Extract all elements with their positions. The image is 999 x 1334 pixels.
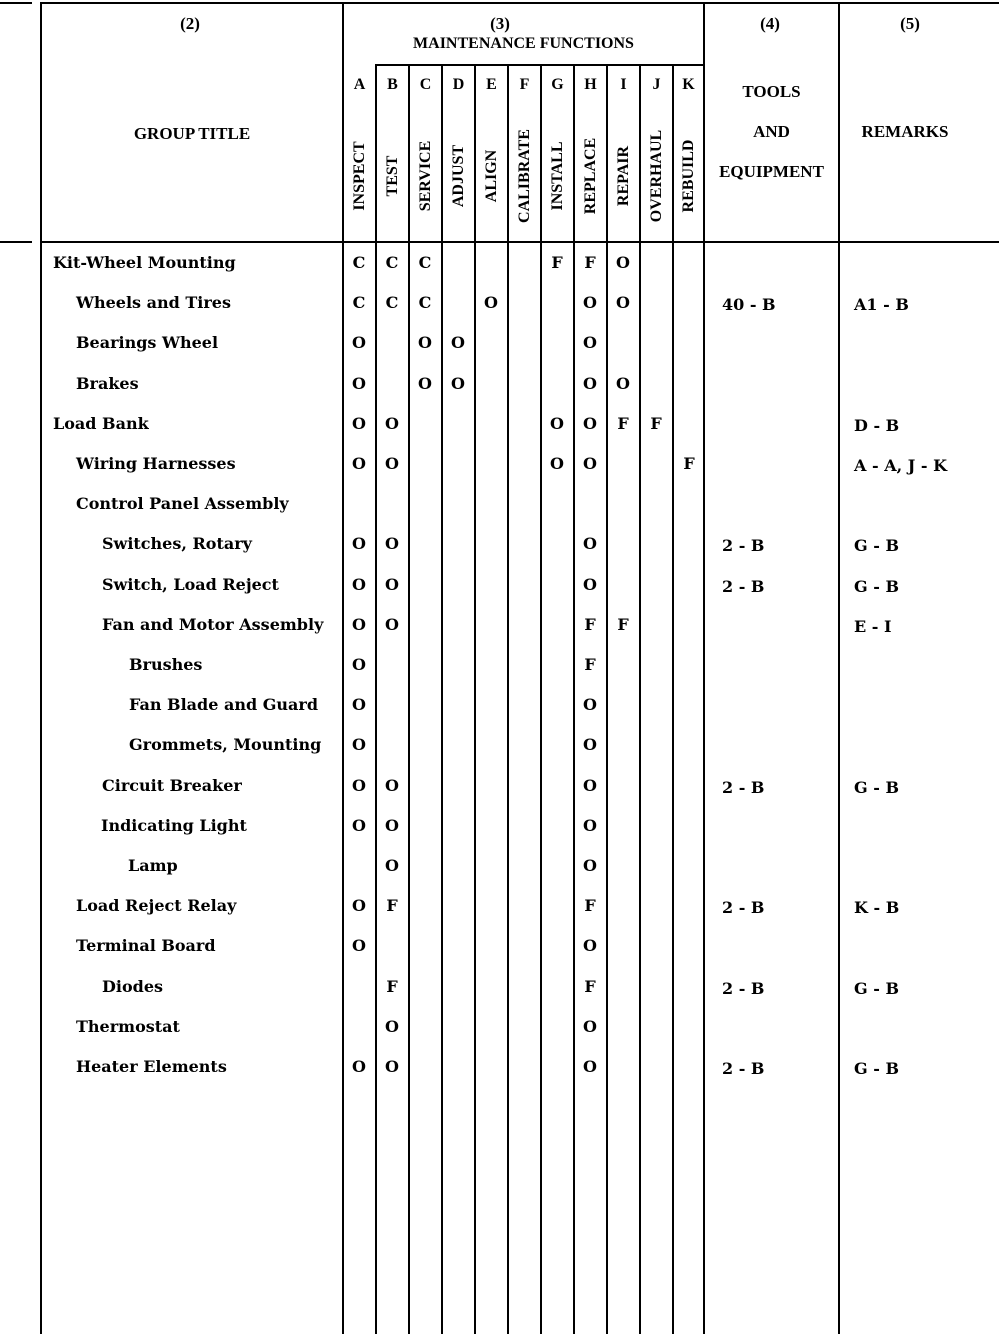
col4-left-border (703, 2, 705, 1334)
group-title-header: GROUP TITLE (133, 124, 251, 143)
maintenance-mark: O (451, 373, 465, 393)
row-remarks: K - B (854, 898, 900, 918)
function-column-divider (375, 66, 377, 1334)
maintenance-mark: C (385, 253, 399, 272)
maintenance-mark: O (583, 333, 597, 353)
row-remarks: G - B (854, 777, 899, 797)
maintenance-mark: O (583, 856, 597, 875)
row-title: Diodes (102, 976, 163, 996)
maintenance-mark: C (418, 293, 432, 313)
header-bottom-rule (40, 241, 999, 243)
function-letter: B (387, 76, 398, 93)
function-letter: A (353, 76, 366, 93)
function-name: REPAIR (614, 145, 632, 207)
maintenance-mark: O (418, 373, 432, 393)
maintenance-mark: F (551, 253, 563, 272)
maintenance-mark: O (583, 936, 597, 956)
function-letter: I (620, 76, 627, 93)
function-name: TEST (383, 155, 401, 197)
maintenance-mark: O (352, 614, 366, 634)
maintenance-mark: O (616, 253, 630, 272)
maintenance-mark: O (418, 333, 432, 353)
function-name: INSPECT (350, 141, 368, 211)
maintenance-mark: O (385, 1016, 399, 1036)
function-name: SERVICE (416, 140, 434, 212)
function-name: OVERHAUL (647, 129, 665, 223)
function-column-divider (573, 66, 575, 1334)
function-name: CALIBRATE (515, 129, 533, 223)
maintenance-mark: O (352, 815, 366, 835)
function-letter: H (584, 76, 597, 93)
function-letter: F (519, 76, 530, 93)
maintenance-mark: O (352, 1057, 366, 1076)
row-title: Heater Elements (76, 1057, 227, 1076)
function-column-divider (672, 66, 674, 1334)
maintenance-mark: O (583, 293, 597, 313)
maintenance-mark: F (386, 896, 398, 916)
row-title: Bearings Wheel (76, 333, 219, 353)
maintenance-mark: O (352, 534, 366, 554)
function-name: REBUILD (679, 139, 697, 213)
row-title: Kit-Wheel Mounting (53, 253, 236, 272)
maintenance-mark: F (386, 976, 398, 996)
maintenance-mark: F (584, 896, 596, 916)
row-remarks: G - B (854, 576, 899, 596)
row-title: Brushes (129, 655, 203, 674)
col2-number: (2) (180, 14, 200, 33)
maintenance-mark: F (617, 413, 629, 433)
row-tools: 2 - B (722, 978, 765, 998)
maintenance-mark: F (683, 454, 695, 473)
function-name: REPLACE (581, 137, 599, 215)
maintenance-mark: O (550, 454, 564, 473)
row-title: Switch, Load Reject (102, 574, 279, 594)
maintenance-mark: O (352, 574, 366, 594)
maintenance-mark: O (352, 936, 366, 956)
maintenance-mark: O (451, 333, 465, 353)
maintenance-mark: O (583, 1057, 597, 1076)
maintenance-mark: O (385, 413, 399, 433)
maintenance-mark: O (583, 695, 597, 715)
function-name: ADJUST (449, 144, 467, 208)
maintenance-mark: O (484, 293, 498, 313)
row-title: Circuit Breaker (102, 775, 242, 795)
row-remarks: A1 - B (854, 295, 909, 315)
function-letter: J (652, 76, 661, 93)
col5-number: (5) (900, 14, 920, 33)
margin-tick-top (0, 2, 32, 4)
row-title: Wiring Harnesses (76, 454, 236, 473)
maintenance-mark: O (583, 815, 597, 835)
maintenance-mark: O (352, 896, 366, 916)
maintenance-mark: O (550, 413, 564, 433)
maintenance-mark: O (385, 775, 399, 795)
maintenance-mark: O (352, 413, 366, 433)
function-column-divider (507, 66, 509, 1334)
col5-left-border (838, 2, 840, 1334)
maintenance-mark: O (616, 293, 630, 313)
maintenance-mark: O (352, 775, 366, 795)
function-column-divider (606, 66, 608, 1334)
maintenance-mark: O (583, 1016, 597, 1036)
row-remarks: D - B (854, 415, 900, 435)
maintenance-mark: O (352, 695, 366, 715)
maintenance-mark: O (352, 373, 366, 393)
maintenance-mark: O (616, 373, 630, 393)
row-tools: 40 - B (722, 295, 776, 315)
margin-tick-bottom (0, 241, 32, 243)
row-title: Switches, Rotary (102, 534, 252, 554)
function-letter: D (452, 76, 465, 93)
maintenance-mark: O (352, 454, 366, 473)
row-tools: 2 - B (722, 898, 765, 918)
maintenance-mark: O (385, 1057, 399, 1076)
maintenance-mark: F (650, 413, 662, 433)
maintenance-mark: O (583, 373, 597, 393)
function-letter: C (419, 76, 432, 93)
row-remarks: G - B (854, 1059, 899, 1078)
maintenance-mark: O (385, 815, 399, 835)
tools-header-line1: TOOLS (742, 82, 801, 101)
row-tools: 2 - B (722, 576, 765, 596)
col3-left-border (342, 2, 344, 1334)
maintenance-mark: F (584, 976, 596, 996)
row-remarks: A - A, J - K (854, 456, 948, 475)
row-title: Grommets, Mounting (129, 735, 322, 755)
maintenance-mark: C (352, 293, 366, 313)
row-title: Terminal Board (76, 936, 216, 956)
maintenance-mark: O (352, 655, 366, 674)
maintenance-mark: C (385, 293, 399, 313)
function-column-divider (441, 66, 443, 1334)
maintenance-mark: O (385, 614, 399, 634)
left-border (40, 2, 42, 1334)
row-tools: 2 - B (722, 536, 765, 556)
row-title: Thermostat (76, 1016, 180, 1036)
row-remarks: E - I (854, 616, 892, 636)
maintenance-mark: O (385, 534, 399, 554)
maintenance-mark: F (584, 253, 596, 272)
maintenance-functions-header: MAINTENANCE FUNCTIONS (413, 35, 634, 52)
maintenance-mark: O (385, 574, 399, 594)
col4-number: (4) (760, 14, 780, 33)
maintenance-mark: O (583, 775, 597, 795)
maintenance-mark: O (385, 454, 399, 473)
row-remarks: G - B (854, 978, 899, 998)
row-title: Load Bank (53, 413, 149, 433)
function-letter: K (682, 76, 695, 93)
maintenance-mark: C (418, 253, 432, 272)
maintenance-mark: O (385, 856, 399, 875)
maintenance-mark: O (583, 454, 597, 473)
function-column-divider (474, 66, 476, 1334)
maintenance-mark: C (352, 253, 366, 272)
maintenance-mark: O (583, 574, 597, 594)
function-column-divider (639, 66, 641, 1334)
maintenance-mark: O (583, 534, 597, 554)
maintenance-mark: O (352, 333, 366, 353)
row-title: Fan Blade and Guard (129, 695, 318, 715)
maintenance-mark: O (352, 735, 366, 755)
maintenance-mark: F (617, 614, 629, 634)
function-column-divider (408, 66, 410, 1334)
function-letter: E (486, 76, 497, 93)
row-title: Brakes (76, 373, 139, 393)
row-remarks: G - B (854, 536, 899, 556)
maintenance-mark: O (583, 413, 597, 433)
top-rule (40, 2, 999, 4)
row-tools: 2 - B (722, 777, 765, 797)
function-name: INSTALL (548, 141, 566, 211)
function-header-rule (375, 64, 703, 66)
row-title: Wheels and Tires (76, 293, 231, 313)
maintenance-mark: F (584, 655, 596, 674)
tools-header-line2: AND (753, 122, 790, 141)
function-column-divider (540, 66, 542, 1334)
tools-header-line3: EQUIPMENT (719, 162, 824, 181)
row-title: Control Panel Assembly (76, 494, 289, 514)
maintenance-mark: F (584, 614, 596, 634)
row-title: Load Reject Relay (76, 896, 237, 916)
row-tools: 2 - B (722, 1059, 765, 1078)
remarks-header: REMARKS (861, 122, 949, 141)
row-title: Indicating Light (101, 815, 247, 835)
function-letter: G (551, 76, 564, 93)
col3-number: (3) (490, 14, 510, 33)
row-title: Fan and Motor Assembly (102, 614, 324, 634)
row-title: Lamp (128, 856, 178, 875)
function-name: ALIGN (482, 149, 500, 203)
maintenance-mark: O (583, 735, 597, 755)
